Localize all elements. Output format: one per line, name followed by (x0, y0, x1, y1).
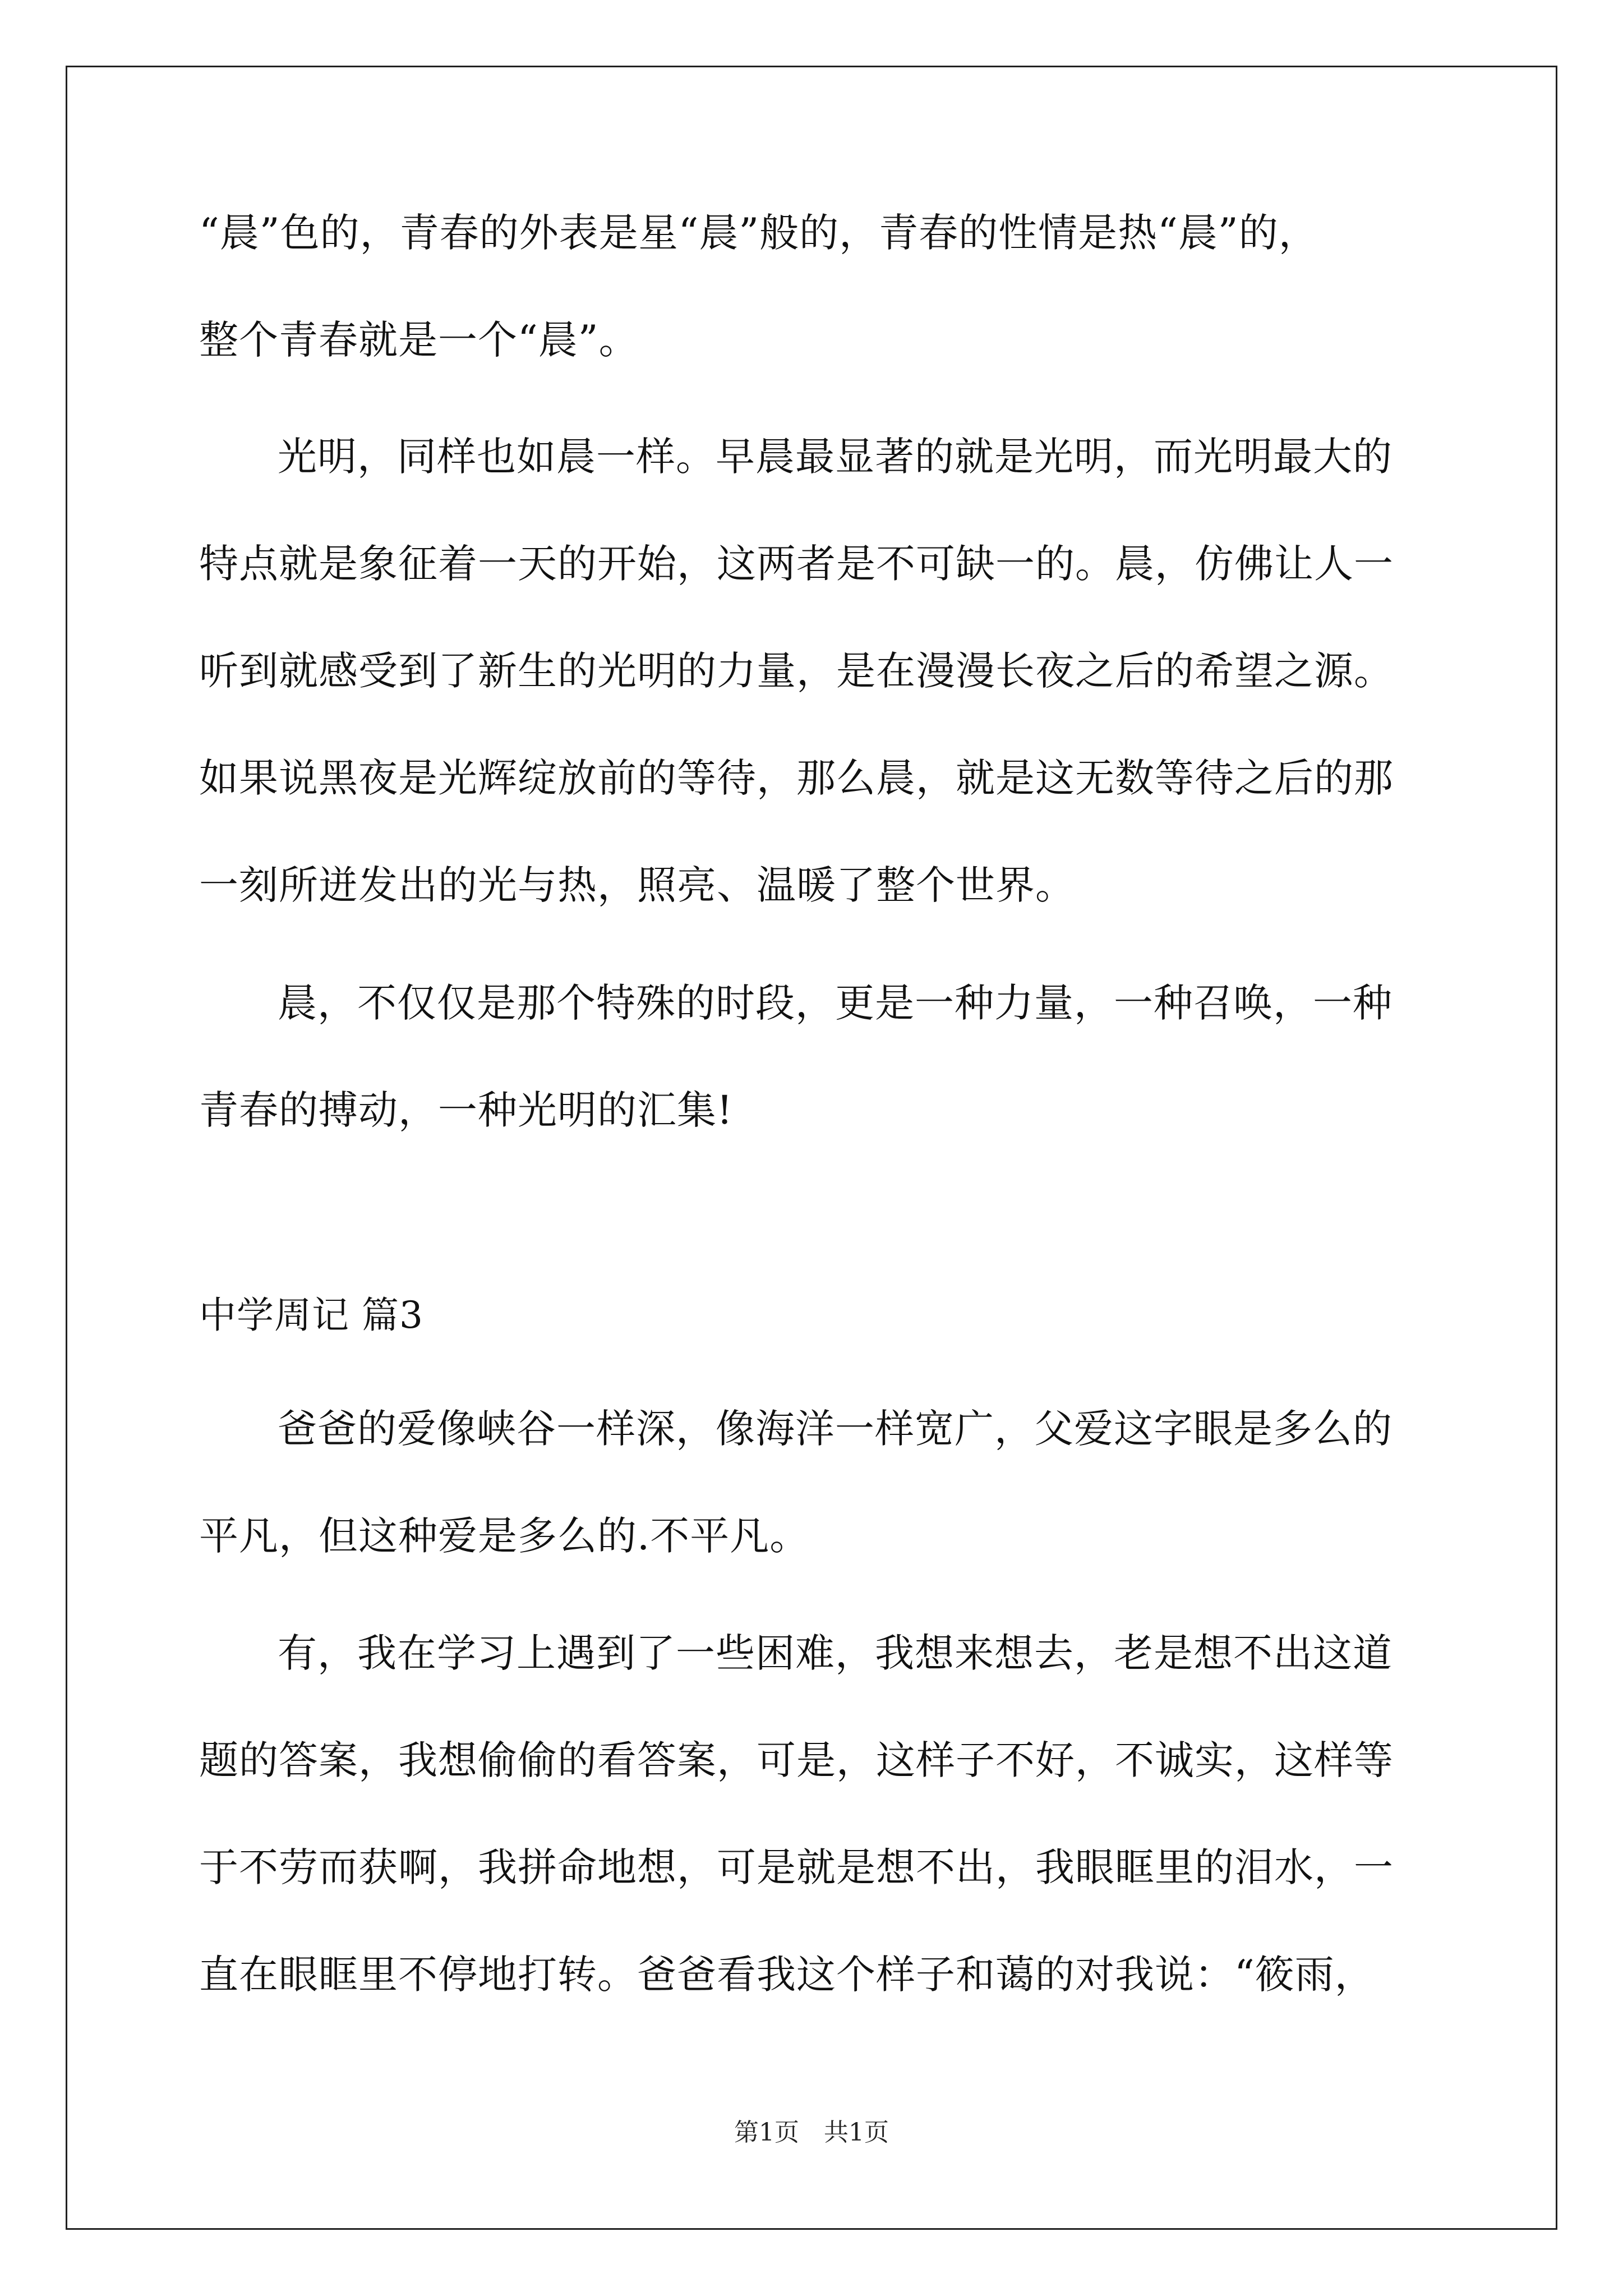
text-line: 有，我在学习上遇到了一些困难，我想来想去，老是想不出这道 (278, 1630, 1393, 1676)
text-line: 一刻所迸发出的光与热，照亮、温暖了整个世界。 (199, 862, 1075, 908)
text-line: 平凡，但这种爱是多么的.不平凡。 (199, 1513, 810, 1559)
page-border (66, 66, 1557, 2230)
text-line: 听到就感受到了新生的光明的力量，是在漫漫长夜之后的希望之源。 (199, 648, 1394, 694)
text-line: “晨”色的，青春的外表是星“晨”般的，青春的性情是热“晨”的， (199, 210, 1318, 256)
text-line: 整个青春就是一个“晨”。 (199, 317, 639, 363)
text-line: 如果说黑夜是光辉绽放前的等待，那么晨，就是这无数等待之后的那 (199, 755, 1394, 801)
text-line: 青春的搏动，一种光明的汇集! (199, 1087, 734, 1133)
text-line: 特点就是象征着一天的开始，这两者是不可缺一的。晨，仿佛让人一 (199, 541, 1394, 587)
section-heading: 中学周记 篇3 (199, 1294, 423, 1337)
page-footer: 第1页 共1页 (734, 2118, 889, 2147)
text-line: 直在眼眶里不停地打转。爸爸看我这个样子和蔼的对我说：“筱雨， (199, 1952, 1375, 1998)
text-line: 爸爸的爱像峡谷一样深，像海洋一样宽广，父爱这字眼是多么的 (278, 1406, 1393, 1452)
text-line: 光明，同样也如晨一样。早晨最显著的就是光明，而光明最大的 (278, 434, 1393, 480)
text-line: 晨，不仅仅是那个特殊的时段，更是一种力量，一种召唤，一种 (278, 980, 1393, 1026)
text-line: 题的答案，我想偷偷的看答案，可是，这样子不好，不诚实，这样等 (199, 1737, 1394, 1783)
text-line: 于不劳而获啊，我拼命地想，可是就是想不出，我眼眶里的泪水，一 (199, 1844, 1394, 1890)
